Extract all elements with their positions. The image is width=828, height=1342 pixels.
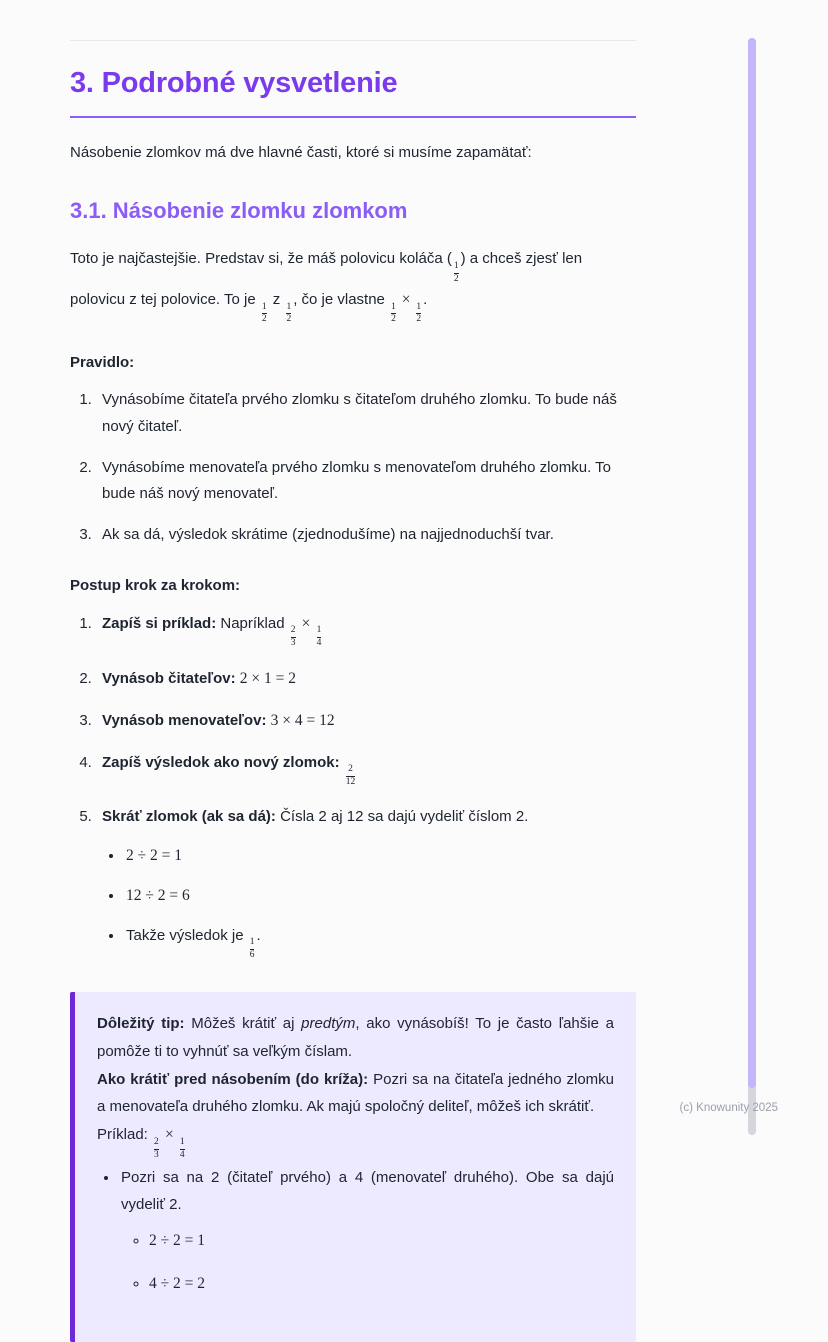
section-title: 3.1. Násobenie zlomku zlomkom [70, 198, 408, 224]
step-label: Vynásob čitateľov: [102, 670, 236, 687]
list-item: • 12 ÷ 2 = 6 [124, 882, 636, 909]
fraction-denominator: 4 [316, 638, 322, 649]
fraction-1-4 [317, 625, 322, 650]
fraction-denominator: 12 [345, 777, 356, 788]
text-segment: , ako vynásobíš! To je často ľahšie a pomôže ti to vyhnúť sa veľkým číslam. [97, 1015, 614, 1060]
fraction-numerator: 1 [286, 301, 292, 312]
fraction-1-2 [454, 261, 459, 286]
fraction-1-4 [180, 1137, 185, 1162]
fraction-paragraph [70, 246, 636, 326]
fraction-numerator: 1 [249, 937, 255, 948]
rule-label: Pravidlo: [70, 354, 135, 372]
fraction-numerator: 1 [453, 261, 459, 271]
italic-segment: predtým [301, 1015, 356, 1032]
top-divider [70, 40, 636, 41]
step-label: Vynásob menovateľov: [102, 712, 267, 730]
text-segment: Vynásobíme menovateľa prvého zlomku s menovateľom druhého zlomku. To bude náš nový menovateľ. [102, 458, 612, 502]
list-item [96, 387, 636, 440]
tip-label: Dôležitý tip: [97, 1015, 185, 1032]
math-expression: 2 × 1 = 2 [239, 670, 296, 687]
fraction-denominator: 2 [391, 314, 396, 325]
fraction-2-3 [154, 1137, 159, 1162]
times-operator: × [301, 614, 311, 632]
scrollbar-thumb[interactable] [748, 38, 756, 1088]
copyright-watermark: (c) Knowunity 2025 [679, 1102, 778, 1114]
fraction-numerator: 2 [154, 1136, 159, 1147]
fraction-1-6 [250, 937, 255, 962]
text-segment: Vynásobíme čitateľa prvého zlomku s čitateľom druhého zlomku. To bude náš nový čitateľ. [102, 391, 617, 435]
fraction-numerator: 1 [391, 301, 396, 312]
text-segment: Môžeš krátiť aj [191, 1015, 302, 1032]
list-item: ◦ 2 ÷ 2 = 1 [149, 1227, 614, 1256]
list-item: ◦ 4 ÷ 2 = 2 [149, 1270, 614, 1299]
fraction-denominator: 2 [261, 314, 267, 325]
text-segment: Pozri sa na 2 (čitateľ prvého) a 4 (menovateľ druhého). Obe sa dajú vydeliť 2. [121, 1168, 614, 1214]
heading-divider [70, 116, 636, 118]
math-expression: 3 × 4 = 12 [270, 712, 335, 730]
fraction-denominator: 2 [416, 314, 422, 325]
callout-sublist [121, 1227, 614, 1298]
callout-how-paragraph [97, 1066, 614, 1122]
text-segment: . [256, 926, 261, 944]
callout-list [97, 1164, 614, 1299]
text-segment: Príklad: [97, 1126, 153, 1143]
page-title: 3. Podrobné vysvetlenie [70, 67, 398, 99]
fraction-1-2 [391, 302, 396, 327]
list-item [96, 665, 636, 692]
tip-callout [70, 992, 636, 1342]
fraction-denominator: 2 [286, 314, 292, 325]
times-operator: × [397, 290, 415, 308]
step-label: Skráť zlomok (ak sa dá): [102, 808, 276, 825]
list-item [96, 610, 636, 651]
fraction-numerator: 2 [348, 764, 353, 775]
text-segment: Ak sa dá, výsledok skrátime (zjednodušíme) na najjednoduchší tvar. [102, 526, 554, 544]
text-segment: Čísla 2 aj 12 sa dajú vydeliť číslom 2. [280, 808, 529, 825]
steps-label: Postup krok za krokom: [70, 576, 241, 594]
callout-example-line [97, 1121, 614, 1162]
text-segment: Napríklad [216, 614, 289, 632]
fraction-numerator: 1 [179, 1136, 185, 1147]
callout-tip-paragraph [97, 1010, 614, 1066]
fraction-1-2 [286, 302, 291, 327]
fraction-1-2 [262, 302, 267, 327]
text-segment: , čo je vlastne [293, 290, 390, 308]
scrollbar-track[interactable] [748, 38, 756, 1135]
fraction-denominator: 3 [290, 638, 296, 649]
fraction-2-3 [291, 625, 296, 650]
list-item [96, 455, 636, 508]
step5-sublist [102, 842, 636, 962]
steps-list [70, 610, 636, 963]
fraction-numerator: 2 [290, 625, 296, 636]
text-segment: . [423, 290, 428, 308]
list-item [96, 707, 636, 734]
fraction-numerator: 1 [316, 625, 322, 636]
times-operator: × [164, 1126, 174, 1143]
list-item [124, 923, 636, 963]
list-item: • 2 ÷ 2 = 1 [124, 842, 636, 869]
fraction-numerator: 1 [261, 301, 267, 312]
step-label: Zapíš si príklad: [102, 614, 217, 632]
fraction-denominator: 3 [154, 1149, 159, 1160]
intro-paragraph: Násobenie zlomkov má dve hlavné časti, ktoré si musíme zapamätať: [70, 144, 532, 161]
how-label: Ako krátiť pred násobením (do kríža): [97, 1070, 369, 1088]
list-item [96, 522, 636, 548]
text-segment: ) a chceš zjesť len polovicu z tej polovice. To je [70, 250, 583, 308]
fraction-denominator: 2 [453, 273, 459, 284]
text-segment: Takže výsledok je [126, 926, 248, 944]
list-item [119, 1164, 614, 1299]
fraction-numerator: 1 [416, 301, 422, 312]
text-segment: Toto je najčastejšie. Predstav si, že máš polovicu koláča ( [70, 250, 452, 268]
list-item [96, 804, 636, 962]
text-segment: Pozri sa na čitateľa jedného zlomku a menovateľa druhého zlomku. Ak majú spoločný deliteľ, môžeš ich skrátiť. [97, 1070, 614, 1116]
fraction-2-12 [346, 764, 356, 789]
fraction-denominator: 6 [249, 950, 255, 961]
list-item [96, 750, 636, 790]
document-content [70, 0, 636, 1342]
step-label: Zapíš výsledok ako nový zlomok: [102, 753, 340, 771]
rules-list [70, 387, 636, 548]
fraction-denominator: 4 [179, 1149, 185, 1160]
fraction-1-2 [416, 302, 421, 327]
text-segment: z [268, 290, 285, 308]
